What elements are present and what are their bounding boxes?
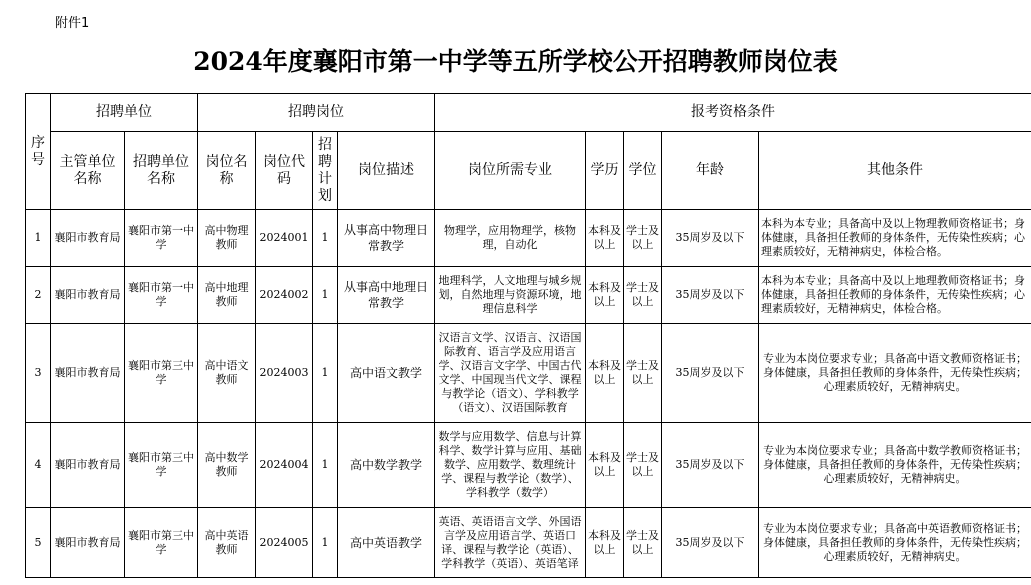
cell-major: 地理科学，人文地理与城乡规划，自然地理与资源环境，地理信息科学 [435, 267, 586, 324]
cell-seq: 3 [26, 324, 51, 423]
cell-major: 数学与应用数学、信息与计算科学、数学计算与应用、基础数学、应用数学、数理统计学、课程与教学论（数学）、学科教学（数学） [435, 423, 586, 508]
cell-seq: 1 [26, 210, 51, 267]
cell-code: 2024002 [256, 267, 313, 324]
cell-plan: 1 [313, 508, 338, 578]
cell-major: 汉语言文学、汉语言、汉语国际教育、语言学及应用语言学、汉语言文字学、中国古代文学、中国现当代文学、课程与教学论（语文）、学科教学（语文）、汉语国际教育 [435, 324, 586, 423]
header-plan: 招聘计划 [313, 132, 338, 210]
header-recruit-unit: 招聘单位 [51, 94, 198, 132]
cell-major: 英语、英语语言文学、外国语言学及应用语言学、英语口译、课程与教学论（英语）、学科教学（英语）、英语笔译 [435, 508, 586, 578]
cell-unit: 襄阳市第一中学 [125, 210, 198, 267]
cell-education: 本科及以上 [586, 267, 624, 324]
cell-other: 专业为本岗位要求专业；具备高中语文教师资格证书；身体健康，具备担任教师的身体条件，无传染性疾病；心理素质较好，无精神病史。 [759, 324, 1031, 423]
header-authority: 主管单位名称 [51, 132, 125, 210]
cell-other: 专业为本岗位要求专业；具备高中数学教师资格证书；身体健康，具备担任教师的身体条件，无传染性疾病；心理素质较好，无精神病史。 [759, 423, 1031, 508]
header-other: 其他条件 [759, 132, 1031, 210]
header-post-desc: 岗位描述 [338, 132, 435, 210]
header-education: 学历 [586, 132, 624, 210]
cell-age: 35周岁及以下 [662, 508, 759, 578]
header-recruit-post: 招聘岗位 [198, 94, 435, 132]
cell-age: 35周岁及以下 [662, 267, 759, 324]
cell-education: 本科及以上 [586, 324, 624, 423]
cell-post: 高中数学教师 [198, 423, 256, 508]
header-major: 岗位所需专业 [435, 132, 586, 210]
cell-authority: 襄阳市教育局 [51, 423, 125, 508]
cell-post: 高中英语教师 [198, 508, 256, 578]
cell-authority: 襄阳市教育局 [51, 210, 125, 267]
cell-other: 本科为本专业；具备高中及以上地理教师资格证书；身体健康，具备担任教师的身体条件，无传染性疾病；心理素质较好，无精神病史，体检合格。 [759, 267, 1031, 324]
header-age: 年龄 [662, 132, 759, 210]
cell-code: 2024004 [256, 423, 313, 508]
cell-education: 本科及以上 [586, 210, 624, 267]
cell-major: 物理学，应用物理学，核物理，自动化 [435, 210, 586, 267]
header-post-code: 岗位代码 [256, 132, 313, 210]
table-row [26, 267, 1031, 324]
cell-plan: 1 [313, 423, 338, 508]
cell-unit: 襄阳市第三中学 [125, 324, 198, 423]
table-row [26, 210, 1031, 267]
cell-degree: 学士及以上 [624, 267, 662, 324]
cell-degree: 学士及以上 [624, 508, 662, 578]
table-row [26, 508, 1031, 578]
header-seq: 序号 [26, 94, 51, 210]
cell-authority: 襄阳市教育局 [51, 324, 125, 423]
cell-education: 本科及以上 [586, 508, 624, 578]
cell-desc: 高中英语教学 [338, 508, 435, 578]
cell-degree: 学士及以上 [624, 423, 662, 508]
cell-other: 专业为本岗位要求专业；具备高中英语教师资格证书；身体健康，具备担任教师的身体条件，无传染性疾病；心理素质较好，无精神病史。 [759, 508, 1031, 578]
cell-desc: 高中语文教学 [338, 324, 435, 423]
cell-degree: 学士及以上 [624, 324, 662, 423]
header-unit-name: 招聘单位名称 [125, 132, 198, 210]
cell-post: 高中地理教师 [198, 267, 256, 324]
page-title: 2024年度襄阳市第一中学等五所学校公开招聘教师岗位表 [193, 47, 838, 76]
cell-seq: 5 [26, 508, 51, 578]
cell-post: 高中语文教师 [198, 324, 256, 423]
cell-age: 35周岁及以下 [662, 324, 759, 423]
cell-degree: 学士及以上 [624, 210, 662, 267]
cell-plan: 1 [313, 267, 338, 324]
cell-plan: 1 [313, 210, 338, 267]
header-qualification: 报考资格条件 [435, 94, 1031, 132]
cell-age: 35周岁及以下 [662, 423, 759, 508]
header-degree: 学位 [624, 132, 662, 210]
cell-age: 35周岁及以下 [662, 210, 759, 267]
header-post-name: 岗位名称 [198, 132, 256, 210]
cell-unit: 襄阳市第三中学 [125, 508, 198, 578]
cell-desc: 从事高中地理日常教学 [338, 267, 435, 324]
cell-post: 高中物理教师 [198, 210, 256, 267]
table-row [26, 324, 1031, 423]
cell-other: 本科为本专业；具备高中及以上物理教师资格证书；身体健康，具备担任教师的身体条件，无传染性疾病；心理素质较好，无精神病史，体检合格。 [759, 210, 1031, 267]
cell-code: 2024005 [256, 508, 313, 578]
cell-seq: 4 [26, 423, 51, 508]
cell-desc: 高中数学教学 [338, 423, 435, 508]
cell-desc: 从事高中物理日常教学 [338, 210, 435, 267]
attachment-label: 附件1 [55, 16, 90, 31]
cell-plan: 1 [313, 324, 338, 423]
cell-authority: 襄阳市教育局 [51, 508, 125, 578]
cell-unit: 襄阳市第三中学 [125, 423, 198, 508]
cell-unit: 襄阳市第一中学 [125, 267, 198, 324]
cell-education: 本科及以上 [586, 423, 624, 508]
table-row [26, 423, 1031, 508]
recruitment-table [25, 93, 1031, 578]
cell-code: 2024001 [256, 210, 313, 267]
cell-code: 2024003 [256, 324, 313, 423]
cell-authority: 襄阳市教育局 [51, 267, 125, 324]
cell-seq: 2 [26, 267, 51, 324]
